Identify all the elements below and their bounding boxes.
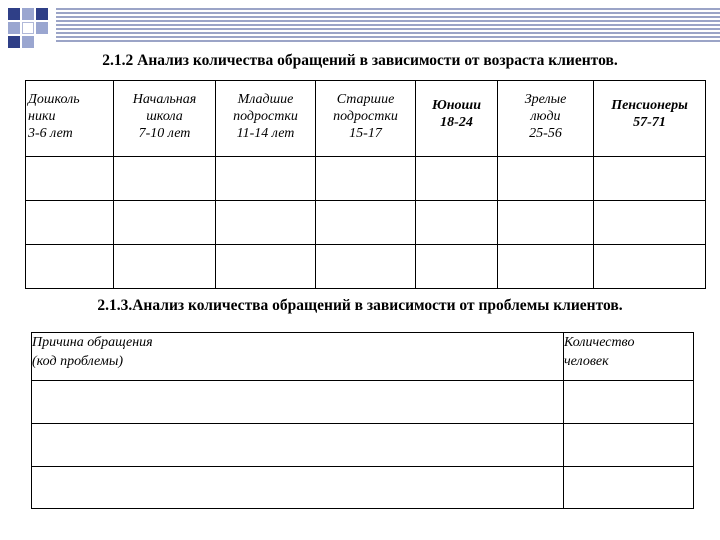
decor-square [22, 36, 34, 48]
header-stripe-bar [56, 8, 720, 44]
column-header: Юноши 18-24 [416, 81, 498, 157]
table-cell[interactable] [216, 245, 316, 289]
table-cell[interactable] [316, 157, 416, 201]
table-cell[interactable] [594, 201, 706, 245]
column-header: Количество человек [564, 333, 694, 381]
table-cell[interactable] [114, 157, 216, 201]
table-cell[interactable] [316, 245, 416, 289]
table-cell[interactable] [564, 381, 694, 424]
table-row [26, 245, 706, 289]
section2-title: 2.1.3.Анализ количества обращений в зависимости от проблемы клиентов. [97, 297, 623, 314]
table-cell[interactable] [216, 157, 316, 201]
table-row [26, 201, 706, 245]
table-cell[interactable] [564, 424, 694, 467]
decor-square [8, 8, 20, 20]
table-cell[interactable] [32, 424, 564, 467]
table-cell[interactable] [416, 245, 498, 289]
table-cell[interactable] [114, 201, 216, 245]
table-cell[interactable] [594, 157, 706, 201]
table-cell[interactable] [498, 157, 594, 201]
column-header: Причина обращения (код проблемы) [32, 333, 564, 381]
age-table [25, 80, 706, 289]
table-cell[interactable] [316, 201, 416, 245]
table-cell[interactable] [216, 201, 316, 245]
column-header: Начальная школа 7-10 лет [114, 81, 216, 157]
table-row [32, 424, 694, 467]
table-header-row [26, 81, 706, 157]
table-cell[interactable] [26, 245, 114, 289]
column-header: Старшие подростки 15-17 [316, 81, 416, 157]
table-header-row [32, 333, 694, 381]
problem-table [31, 332, 694, 509]
table-cell[interactable] [564, 467, 694, 509]
table-cell[interactable] [32, 381, 564, 424]
table-cell[interactable] [498, 201, 594, 245]
table-cell[interactable] [498, 245, 594, 289]
table-cell[interactable] [416, 157, 498, 201]
table-cell[interactable] [32, 467, 564, 509]
table-cell[interactable] [26, 157, 114, 201]
table-cell[interactable] [114, 245, 216, 289]
decor-square [36, 22, 48, 34]
table-row [32, 467, 694, 509]
column-header: Младшие подростки 11-14 лет [216, 81, 316, 157]
decor-square [8, 22, 20, 34]
column-header: Дошколь ники 3-6 лет [26, 81, 114, 157]
decor-square [22, 22, 34, 34]
decor-square [22, 8, 34, 20]
column-header: Пенсионеры 57-71 [594, 81, 706, 157]
column-header: Зрелые люди 25-56 [498, 81, 594, 157]
table-row [32, 381, 694, 424]
table-cell[interactable] [416, 201, 498, 245]
table-cell[interactable] [26, 201, 114, 245]
decor-square [8, 36, 20, 48]
section1-title: 2.1.2 Анализ количества обращений в зависимости от возраста клиентов. [102, 52, 618, 69]
table-cell[interactable] [594, 245, 706, 289]
table-row [26, 157, 706, 201]
decor-square [36, 8, 48, 20]
